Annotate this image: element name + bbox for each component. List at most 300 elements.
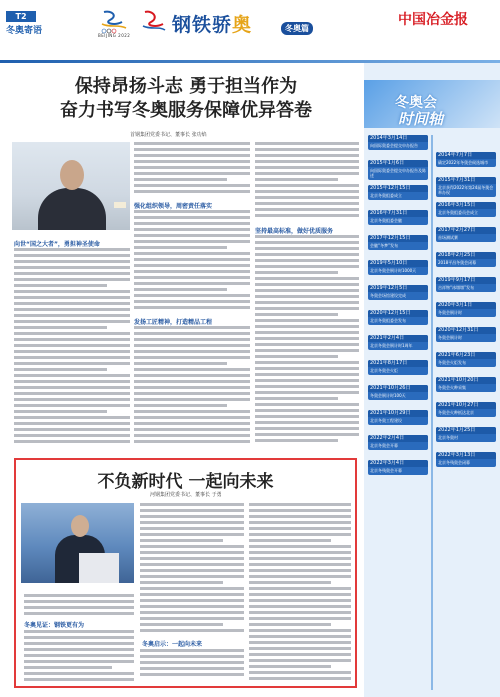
text-line — [255, 433, 359, 436]
text-line — [255, 391, 359, 394]
text-line — [255, 166, 359, 169]
text-line — [140, 667, 244, 670]
text-line — [255, 241, 359, 244]
text-line — [14, 254, 130, 257]
top-article-photo — [12, 142, 130, 230]
olympic-emblem-icon — [96, 8, 132, 34]
text-line — [140, 527, 244, 530]
text-line — [249, 599, 351, 602]
banner-tag: 冬奥篇 — [281, 22, 313, 35]
timeline-date: 2019年9月17日 — [436, 277, 496, 284]
text-line — [255, 439, 338, 442]
timeline-text: 冬奥会火炬发布 — [438, 360, 466, 365]
text-line — [249, 593, 351, 596]
text-line — [140, 569, 244, 572]
text-line — [14, 260, 130, 263]
top-headline-line2: 奋力书写冬奥服务保障优异答卷 — [60, 100, 312, 121]
feature-subhead-1: 冬奥见证：钢铁更有为 — [24, 622, 85, 629]
text-line — [249, 509, 351, 512]
timeline-date: 2020年3月1日 — [436, 302, 496, 309]
text-line — [24, 600, 134, 603]
timeline-text: 北京冬奥组委会发布 — [370, 318, 406, 323]
timeline-date: 2016年7月31日 — [368, 210, 428, 217]
text-line — [249, 647, 351, 650]
timeline-card — [368, 360, 428, 375]
paralympic-emblem-icon — [135, 8, 171, 34]
timeline-text: 北京冬奥村 — [438, 435, 458, 440]
text-line — [255, 337, 359, 340]
timeline-text: 2018平昌冬奥会闭幕 — [438, 260, 477, 265]
text-line — [134, 416, 250, 419]
text-line — [249, 623, 331, 626]
text-line — [255, 247, 359, 250]
timeline-date: 2021年8月17日 — [368, 360, 428, 367]
text-line — [249, 527, 351, 530]
text-line — [134, 216, 250, 219]
text-line — [134, 282, 250, 285]
text-line — [255, 148, 359, 151]
text-line — [134, 246, 227, 249]
text-line — [140, 661, 244, 664]
timeline-text: 向国际奥委会提交申办报告及陈述 — [370, 168, 426, 178]
timeline-card — [368, 410, 428, 425]
text-line — [134, 258, 250, 261]
text-line — [24, 678, 134, 681]
text-line — [255, 214, 359, 217]
timeline-text: 北京冬残奥会开幕 — [370, 468, 402, 473]
timeline-text: 北京冬奥会倒计时1000天 — [370, 268, 417, 273]
person-silhouette — [38, 188, 106, 230]
text-line — [134, 222, 250, 225]
timeline-text: 确定2022年冬奥会候选城市 — [438, 160, 489, 165]
timeline-card — [368, 285, 428, 300]
timeline-text: 北京冬奥工程建设 — [370, 418, 402, 423]
text-line — [140, 611, 244, 614]
text-line — [249, 503, 351, 506]
text-line — [255, 190, 359, 193]
text-line — [255, 289, 359, 292]
text-line — [134, 440, 250, 443]
newspaper-brand: 中国冶金报 — [398, 12, 468, 28]
text-line — [249, 515, 351, 518]
text-line — [14, 302, 130, 305]
text-line — [255, 142, 359, 145]
text-line — [134, 228, 250, 231]
text-line — [14, 290, 130, 293]
text-line — [134, 288, 227, 291]
body-column — [134, 210, 250, 314]
timeline-text: 首场测试赛 — [438, 235, 458, 240]
text-line — [24, 672, 134, 675]
timeline-card — [436, 377, 496, 392]
text-line — [134, 252, 250, 255]
text-line — [134, 276, 250, 279]
text-line — [134, 326, 250, 329]
text-line — [14, 284, 107, 287]
text-line — [24, 630, 134, 633]
text-line — [14, 392, 130, 395]
text-line — [134, 332, 250, 335]
text-line — [14, 386, 130, 389]
timeline-date: 2022年3月13日 — [436, 452, 496, 459]
text-line — [255, 325, 359, 328]
text-line — [255, 253, 359, 256]
text-line — [140, 533, 244, 536]
text-line — [14, 332, 130, 335]
timeline-text: 冬奥会倒计时 — [438, 310, 462, 315]
timeline-card — [436, 277, 496, 292]
text-line — [140, 593, 244, 596]
text-line — [249, 575, 351, 578]
text-line — [249, 587, 351, 590]
text-line — [134, 240, 250, 243]
text-line — [249, 665, 331, 668]
text-line — [249, 521, 351, 524]
timeline-card — [436, 352, 496, 367]
timeline-card — [436, 227, 496, 242]
text-line — [24, 594, 134, 597]
text-line — [249, 629, 351, 632]
text-line — [255, 415, 359, 418]
timeline-text: 冬奥会倒计时100天 — [370, 393, 406, 398]
olympic-label: BEIJING 2022 — [98, 33, 131, 38]
text-line — [255, 172, 359, 175]
text-line — [140, 503, 244, 506]
timeline-card — [368, 335, 428, 350]
text-line — [255, 208, 359, 211]
timeline-card — [368, 460, 428, 475]
text-line — [255, 409, 359, 412]
timeline-card — [368, 235, 428, 250]
timeline-date: 2017年2月27日 — [436, 227, 496, 234]
person-head — [60, 160, 84, 190]
timeline-date: 2020年12月15日 — [368, 310, 428, 317]
timeline-text: 冬奥会火种采集 — [438, 385, 466, 390]
text-line — [14, 350, 130, 353]
text-line — [14, 296, 130, 299]
body-column — [24, 630, 134, 684]
text-line — [255, 403, 359, 406]
speaker-head — [71, 515, 89, 537]
timeline-date: 2022年1月25日 — [436, 427, 496, 434]
body-column — [255, 142, 359, 222]
text-line — [24, 666, 112, 669]
timeline-date: 2019年12月5日 — [368, 285, 428, 292]
text-line — [249, 557, 351, 560]
text-line — [14, 272, 130, 275]
text-line — [249, 641, 351, 644]
text-line — [255, 277, 359, 280]
text-line — [134, 154, 250, 157]
text-line — [140, 521, 244, 524]
text-line — [14, 410, 107, 413]
text-line — [24, 606, 134, 609]
timeline-date: 2022年3月4日 — [368, 460, 428, 467]
body-column — [24, 594, 134, 618]
text-line — [24, 642, 134, 645]
podium — [79, 553, 119, 583]
timeline-text: 北京冬残奥会闭幕 — [438, 460, 470, 465]
text-line — [249, 569, 351, 572]
text-line — [140, 599, 244, 602]
text-line — [14, 428, 130, 431]
text-line — [249, 551, 351, 554]
text-line — [249, 677, 351, 680]
text-line — [255, 196, 359, 199]
timeline-card — [436, 302, 496, 317]
text-line — [134, 392, 250, 395]
text-line — [255, 361, 359, 364]
text-line — [255, 319, 359, 322]
timeline-axis — [431, 135, 433, 690]
text-line — [134, 270, 250, 273]
text-line — [134, 338, 250, 341]
text-line — [255, 235, 359, 238]
text-line — [140, 617, 244, 620]
text-line — [249, 617, 351, 620]
text-line — [140, 551, 244, 554]
timeline-text: 向国际奥委会提交申办报告 — [370, 143, 418, 148]
text-line — [134, 210, 250, 213]
timeline-card — [436, 327, 496, 342]
page-number: T2 — [6, 11, 36, 22]
text-line — [14, 380, 130, 383]
text-line — [134, 148, 250, 151]
text-line — [140, 623, 223, 626]
timeline-card — [436, 152, 496, 167]
text-line — [255, 385, 359, 388]
text-line — [14, 422, 130, 425]
text-line — [249, 605, 351, 608]
feature-article-photo — [21, 503, 134, 583]
body-column — [134, 326, 250, 448]
text-line — [249, 611, 351, 614]
timeline-card — [368, 435, 428, 450]
text-line — [14, 308, 130, 311]
text-line — [140, 587, 244, 590]
timeline-date: 2021年6月23日 — [436, 352, 496, 359]
text-line — [255, 202, 359, 205]
text-line — [255, 355, 338, 358]
timeline-card — [368, 185, 428, 200]
banner-title — [172, 10, 252, 37]
text-line — [14, 356, 130, 359]
text-line — [134, 422, 250, 425]
timeline-date: 2022年2月4日 — [368, 435, 428, 442]
timeline-card — [368, 385, 428, 400]
banner-title-c: 奥 — [232, 14, 253, 36]
timeline-date: 2021年10月27日 — [436, 402, 496, 409]
text-line — [140, 575, 244, 578]
text-line — [255, 313, 338, 316]
body-column — [140, 503, 244, 635]
text-line — [14, 326, 107, 329]
timeline-text: 冬奥会火种抵达北京 — [438, 410, 474, 415]
text-line — [134, 300, 250, 303]
timeline-date: 2021年2月4日 — [368, 335, 428, 342]
timeline-title-line1: 冬奥会 — [395, 95, 437, 111]
text-line — [14, 320, 130, 323]
text-line — [255, 379, 359, 382]
timeline-title-line2: 时间轴 — [398, 110, 444, 128]
text-line — [134, 264, 250, 267]
timeline-card — [368, 260, 428, 275]
timeline-text: 北京冬奥组委会徽 — [370, 218, 402, 223]
text-line — [249, 533, 351, 536]
text-line — [134, 398, 250, 401]
timeline-date: 2020年12月31日 — [436, 327, 496, 334]
timeline-text: 北京冬奥组委成立 — [370, 193, 402, 198]
text-line — [140, 539, 223, 542]
text-line — [134, 368, 250, 371]
body-column — [134, 142, 250, 198]
body-column — [14, 248, 130, 448]
timeline-card — [368, 210, 428, 225]
timeline-date: 2015年12月15日 — [368, 185, 428, 192]
text-line — [255, 307, 359, 310]
name-plate — [114, 202, 126, 208]
timeline-text: 北京冬奥组委员会成立 — [438, 210, 478, 215]
timeline-date: 2019年5月10日 — [368, 260, 428, 267]
text-line — [134, 142, 250, 145]
text-line — [14, 278, 130, 281]
text-line — [14, 404, 130, 407]
text-line — [14, 434, 130, 437]
timeline-date: 2014年3月14日 — [368, 135, 428, 142]
text-line — [255, 178, 338, 181]
timeline-card — [436, 452, 496, 467]
top-headline-line1: 保持昂扬斗志 勇于担当作为 — [74, 76, 298, 97]
text-line — [14, 338, 130, 341]
timeline-text: 北京获得2022年第24届冬奥会举办权 — [438, 185, 494, 195]
text-line — [255, 373, 359, 376]
body-column — [255, 235, 359, 448]
timeline-text: 北京冬奥会开幕 — [370, 443, 398, 448]
text-line — [255, 160, 359, 163]
text-line — [134, 344, 250, 347]
text-line — [249, 659, 351, 662]
text-line — [140, 557, 244, 560]
text-line — [249, 635, 351, 638]
text-line — [140, 649, 244, 652]
text-line — [249, 563, 351, 566]
text-line — [140, 515, 244, 518]
text-line — [24, 636, 134, 639]
text-line — [134, 428, 250, 431]
top-byline: 首钢集团党委书记、董事长 张功焰 — [130, 132, 207, 138]
text-line — [134, 404, 227, 407]
text-line — [134, 234, 250, 237]
timeline-date: 2021年10月26日 — [368, 385, 428, 392]
timeline-text: 会徽“冬梦”发布 — [370, 243, 399, 248]
text-line — [134, 434, 250, 437]
timeline-text: 冬奥会场馆建设完成 — [370, 293, 406, 298]
text-line — [134, 306, 250, 309]
text-line — [255, 259, 359, 262]
timeline-card — [436, 202, 496, 217]
timeline-text: 冬奥会倒计时 — [438, 335, 462, 340]
timeline-card — [436, 177, 496, 197]
text-line — [14, 344, 130, 347]
text-line — [255, 427, 359, 430]
text-line — [134, 190, 250, 193]
feature-byline: 河钢集团党委书记、董事长 于勇 — [150, 492, 222, 498]
text-line — [255, 271, 338, 274]
text-line — [134, 380, 250, 383]
text-line — [249, 581, 331, 584]
top-subhead-2: 强化组织领导，周密责任落实 — [134, 203, 213, 210]
body-column — [140, 649, 244, 684]
text-line — [255, 421, 359, 424]
section-title: 冬奥寄语 — [6, 26, 43, 36]
text-line — [14, 416, 130, 419]
text-line — [14, 362, 130, 365]
text-line — [255, 367, 359, 370]
text-line — [134, 184, 250, 187]
timeline-text: 北京冬奥会火炬 — [370, 368, 398, 373]
text-line — [249, 545, 351, 548]
text-line — [140, 629, 244, 632]
text-line — [140, 563, 244, 566]
text-line — [24, 648, 134, 651]
text-line — [14, 266, 130, 269]
text-line — [134, 386, 250, 389]
text-line — [24, 612, 134, 615]
text-line — [255, 343, 359, 346]
timeline-text: 吉祥物“冰墩墩”发布 — [438, 285, 475, 290]
text-line — [255, 331, 359, 334]
top-subhead-1: 向世“国之大者”，勇担神圣使命 — [14, 241, 100, 248]
banner-title-b: 骄 — [212, 14, 233, 36]
timeline-date: 2017年12月15日 — [368, 235, 428, 242]
timeline-date: 2018年2月25日 — [436, 252, 496, 259]
timeline-card — [368, 310, 428, 325]
text-line — [14, 368, 107, 371]
text-line — [14, 314, 130, 317]
text-line — [134, 350, 250, 353]
text-line — [134, 410, 250, 413]
timeline-date: 2014年7月7日 — [436, 152, 496, 159]
text-line — [140, 581, 223, 584]
timeline-card — [436, 427, 496, 442]
timeline-date: 2021年10月20日 — [436, 377, 496, 384]
banner-title-a: 钢铁 — [172, 14, 213, 36]
text-line — [140, 545, 244, 548]
timeline-card — [368, 135, 428, 150]
text-line — [14, 248, 130, 251]
text-line — [14, 440, 130, 443]
timeline-card — [436, 402, 496, 417]
text-line — [249, 539, 331, 542]
text-line — [24, 660, 134, 663]
text-line — [255, 154, 359, 157]
text-line — [140, 655, 244, 658]
text-line — [255, 283, 359, 286]
text-line — [255, 295, 359, 298]
text-line — [14, 374, 130, 377]
text-line — [255, 184, 359, 187]
top-subhead-3: 发扬工匠精神，打造精品工程 — [134, 319, 213, 326]
top-subhead-4: 坚持最高标准，做好优质服务 — [255, 228, 334, 235]
text-line — [134, 172, 250, 175]
text-line — [140, 509, 244, 512]
feature-subhead-2: 冬奥启示：一起向未来 — [142, 641, 203, 648]
text-line — [140, 605, 244, 608]
text-line — [249, 671, 351, 674]
timeline-card — [368, 160, 428, 180]
text-line — [14, 398, 130, 401]
masthead — [0, 0, 500, 62]
